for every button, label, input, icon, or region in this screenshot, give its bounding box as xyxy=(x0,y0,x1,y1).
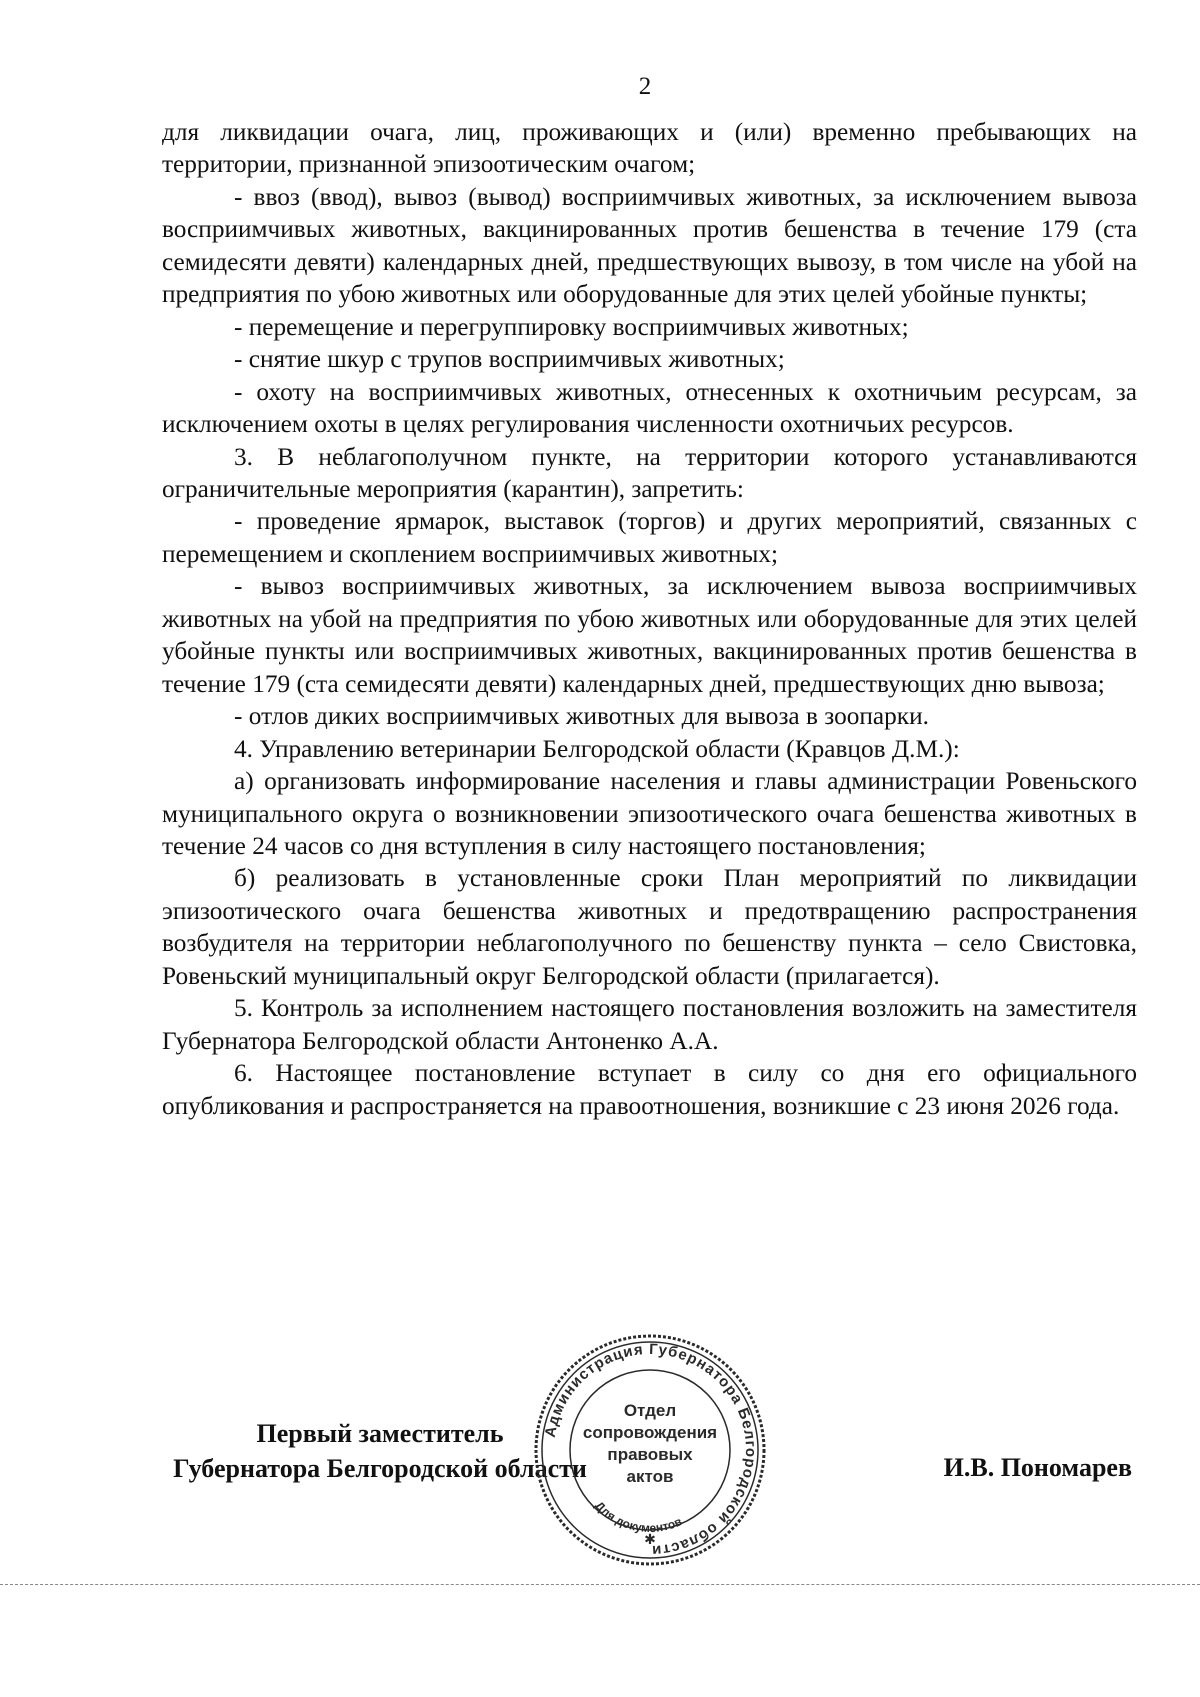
paragraph: 6. Настоящее постановление вступает в силу со дня его официального опубликования и распространяется на правоотношения, возникшие с 23 июня 2026 года. xyxy=(162,1059,1137,1120)
paragraph: а) организовать информирование населения и главы администрации Ровеньского муниципального округа о возникновении эпизоотического очага бешенства животных в течение 24 часов со дня вступления в силу настоящего постановления; xyxy=(162,767,1137,860)
paragraph: - перемещение и перегруппировку восприимчивых животных; xyxy=(234,312,909,341)
stamp-ring-text: Администрация Губернатора Белгородской области xyxy=(541,1340,760,1560)
stamp-center-line3: правовых xyxy=(607,1445,693,1464)
paragraph: для ликвидации очага, лиц, проживающих и (или) временно пребывающих на территории, признанной эпизоотическим очагом; xyxy=(162,118,1137,179)
page-number: 2 xyxy=(638,73,652,100)
paragraph: - охоту на восприимчивых животных, отнесенных к охотничьим ресурсам, за исключением охоты в целях регулирования численности охотничьих ресурсов. xyxy=(162,377,1137,439)
signatory-title-line2: Губернатора Белгородской области xyxy=(173,1454,587,1483)
paragraph: 5. Контроль за исполнением настоящего постановления возложить на заместителя Губернатора Белгородской области Антоненко А.А. xyxy=(162,994,1137,1055)
paragraph: 3. В неблагополучном пункте, на территории которого устанавливаются ограничительные мероприятия (карантин), запретить: xyxy=(162,442,1137,503)
paragraph: - отлов диких восприимчивых животных для вывоза в зоопарки. xyxy=(234,702,929,731)
document-body xyxy=(162,116,1137,1122)
paragraph: - вывоз восприимчивых животных, за исключением вывоза восприимчивых животных на убой на предприятия по убою животных или оборудованные для этих целей убойные пункты или восприимчивых животных, вакцинированных против бешенства в течение 179 (ста семидесяти девяти) календарных дней, предшествующих дню вывоза; xyxy=(162,572,1137,698)
paragraph: - снятие шкур с трупов восприимчивых животных; xyxy=(234,345,785,374)
official-stamp xyxy=(530,1330,770,1570)
star-icon: ✱ xyxy=(644,1533,656,1548)
stamp-bottom-text: Для документов xyxy=(592,1498,685,1536)
stamp-center-line1: Отдел xyxy=(623,1401,677,1420)
page-divider xyxy=(0,1584,1200,1585)
stamp-center-line2: сопровождения xyxy=(582,1423,718,1442)
signatory-title xyxy=(170,1416,590,1486)
signatory-name: И.В. Пономарев xyxy=(943,1453,1132,1482)
paragraph: 4. Управлению ветеринарии Белгородской области (Кравцов Д.М.): xyxy=(234,734,960,763)
stamp-center-line4: актов xyxy=(626,1467,674,1486)
paragraph: - проведение ярмарок, выставок (торгов) и других мероприятий, связанных с перемещением и скоплением восприимчивых животных; xyxy=(162,507,1137,568)
signatory-title-line1: Первый заместитель xyxy=(256,1419,504,1448)
paragraph: - ввоз (ввод), вывоз (вывод) восприимчивых животных, за исключением вывоза восприимчивых животных, вакцинированных против бешенства в течение 179 (ста семидесяти девяти) календарных дней, предшествующих вывозу, в том числе на убой на предприятия по убою животных или оборудованные для этих целей убойные пункты; xyxy=(162,182,1137,309)
stamp-seal-icon xyxy=(530,1330,770,1570)
paragraph: б) реализовать в установленные сроки План мероприятий по ликвидации эпизоотического очага бешенства животных и предотвращению распространения возбудителя на территории неблагополучного по бешенству пункта – село Свистовка, Ровеньский муниципальный округ Белгородской области (прилагается). xyxy=(162,864,1137,990)
